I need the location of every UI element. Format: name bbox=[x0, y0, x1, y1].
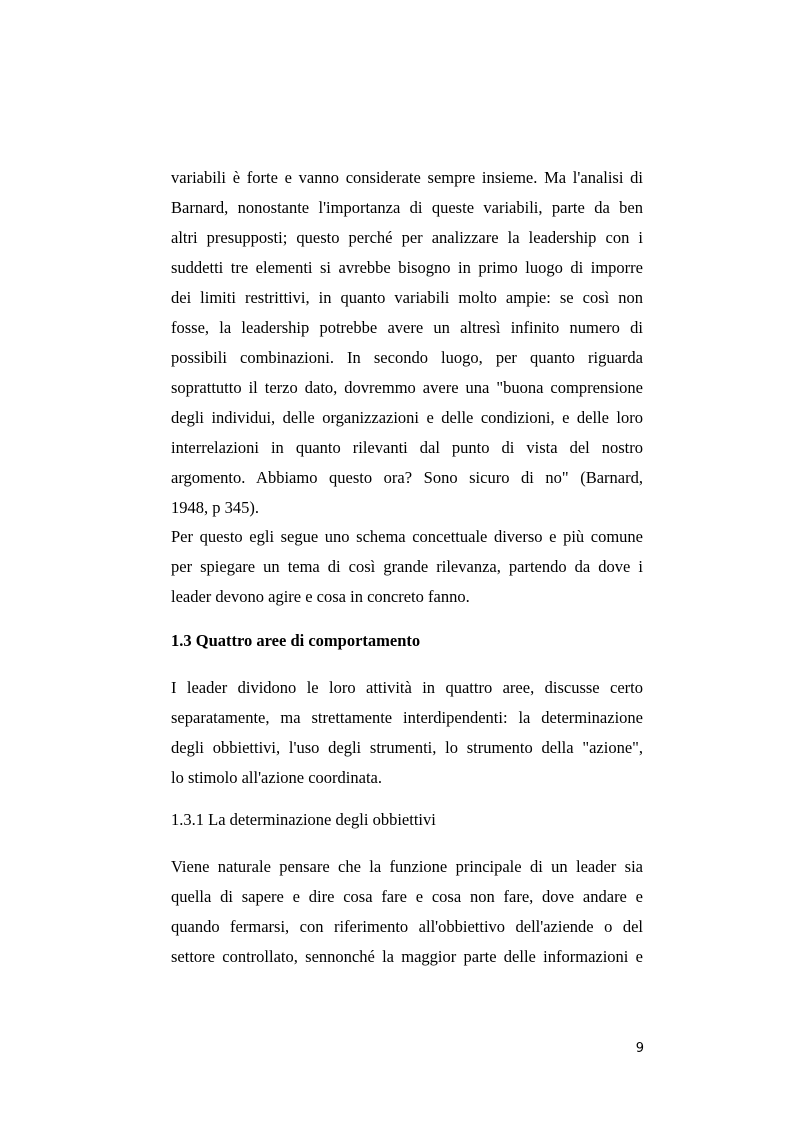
body-paragraph bbox=[171, 522, 643, 612]
text-line: altri presupposti; questo perché per analizzare la leadership con i bbox=[171, 227, 643, 247]
text-line: settore controllato, sennonché la maggior parte delle informazioni e bbox=[171, 946, 643, 966]
text-line: soprattutto il terzo dato, dovremmo avere una "buona comprensione bbox=[171, 377, 643, 397]
text-line: degli individui, delle organizzazioni e delle condizioni, e delle loro bbox=[171, 407, 643, 427]
text-line: per spiegare un tema di così grande rilevanza, partendo da dove i bbox=[171, 556, 643, 576]
text-line: quella di sapere e dire cosa fare e cosa non fare, dove andare e bbox=[171, 886, 643, 906]
text-line: quando fermarsi, con riferimento all'obbiettivo dell'aziende o del bbox=[171, 916, 643, 936]
section-heading-text: 1.3 Quattro aree di comportamento bbox=[171, 631, 421, 650]
text-line: fosse, la leadership potrebbe avere un altresì infinito numero di bbox=[171, 317, 643, 337]
text-line: leader devono agire e cosa in concreto fanno. bbox=[171, 586, 470, 606]
text-line: lo stimolo all'azione coordinata. bbox=[171, 767, 382, 787]
text-line: 1948, p 345). bbox=[171, 497, 259, 517]
subsection-heading-text: 1.3.1 La determinazione degli obbiettivi bbox=[171, 810, 436, 829]
body-paragraph bbox=[171, 163, 643, 523]
text-line: possibili combinazioni. In secondo luogo, per quanto riguarda bbox=[171, 347, 643, 367]
text-line: I leader dividono le loro attività in quattro aree, discusse certo bbox=[171, 677, 643, 697]
page-number: 9 bbox=[635, 1041, 644, 1056]
text-line: suddetti tre elementi si avrebbe bisogno in primo luogo di imporre bbox=[171, 257, 643, 277]
subsection-heading bbox=[171, 805, 643, 835]
body-paragraph bbox=[171, 673, 643, 793]
text-line: argomento. Abbiamo questo ora? Sono sicuro di no" (Barnard, bbox=[171, 467, 643, 487]
text-line: Viene naturale pensare che la funzione principale di un leader sia bbox=[171, 856, 643, 876]
text-line: variabili è forte e vanno considerate sempre insieme. Ma l'analisi di bbox=[171, 167, 643, 187]
section-heading bbox=[171, 626, 643, 656]
text-line: Per questo egli segue uno schema concettuale diverso e più comune bbox=[171, 526, 643, 546]
text-line: degli obbiettivi, l'uso degli strumenti, lo strumento della "azione", bbox=[171, 737, 643, 757]
text-line: separatamente, ma strettamente interdipendenti: la determinazione bbox=[171, 707, 643, 727]
body-paragraph bbox=[171, 852, 643, 972]
text-line: Barnard, nonostante l'importanza di queste variabili, parte da ben bbox=[171, 197, 643, 217]
text-line: interrelazioni in quanto rilevanti dal punto di vista del nostro bbox=[171, 437, 643, 457]
text-line: dei limiti restrittivi, in quanto variabili molto ampie: se così non bbox=[171, 287, 643, 307]
